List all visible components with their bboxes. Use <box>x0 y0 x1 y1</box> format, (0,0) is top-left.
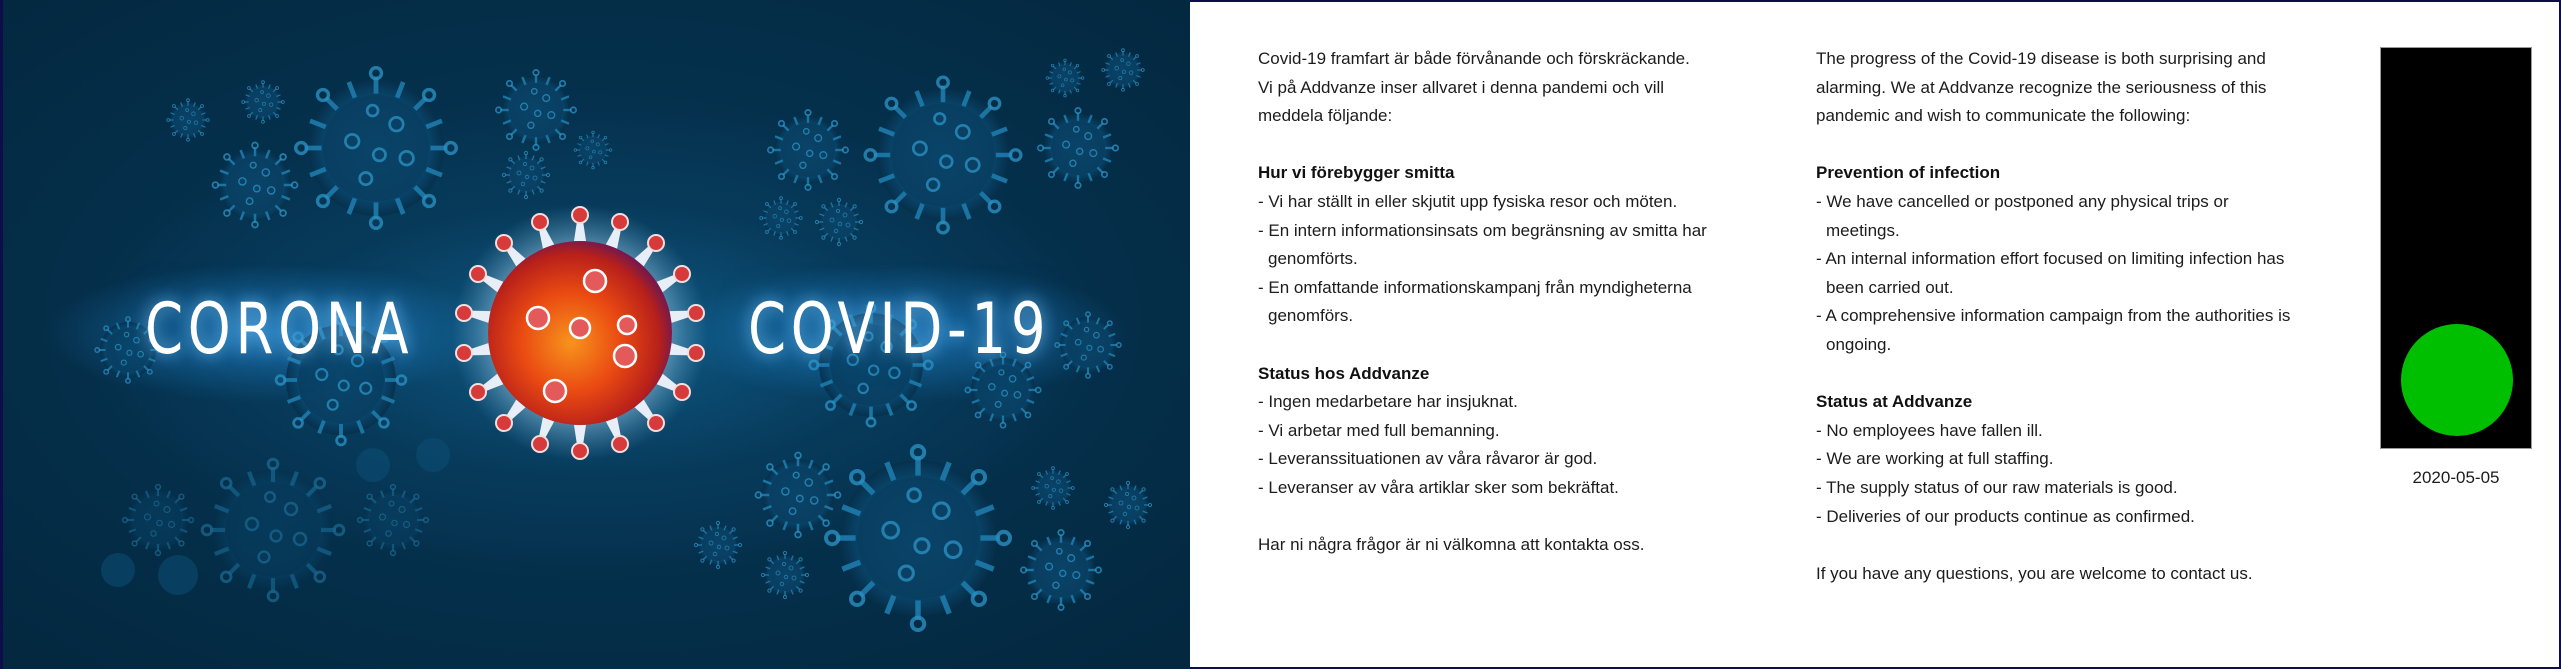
status-item: - No employees have fallen ill. <box>1816 420 2043 440</box>
status-heading: Status hos Addvanze <box>1258 363 1430 383</box>
prevention-item: - We have cancelled or postponed any physical trips or meetings. <box>1816 191 2229 240</box>
intro-line: meddela följande: <box>1258 106 1393 126</box>
intro-line: The progress of the Covid-19 disease is both surprising and <box>1816 49 2266 68</box>
intro-line: Vi på Addvanze inser allvaret i denna pandemi och vill <box>1258 77 1665 97</box>
prevention-item: - En intern informationsinsats om begränsning av smitta har genomförts. <box>1258 220 1707 269</box>
prevention-item: - Vi har ställt in eller skjutit upp fysiska resor och möten. <box>1258 191 1678 211</box>
status-item: - We are working at full staffing. <box>1816 449 2054 469</box>
green-light-icon <box>2401 324 2513 436</box>
intro-line: Covid-19 framfart är både förvånande och förskräckande. <box>1258 49 1690 68</box>
prevention-item: - En omfattande informationskampanj från myndigheterna genomförs. <box>1258 277 1692 326</box>
english-column <box>1816 45 2336 588</box>
closing-text: If you have any questions, you are welcome to contact us. <box>1816 563 2253 583</box>
status-heading: Status at Addvanze <box>1816 392 1973 412</box>
swedish-column <box>1258 45 1768 560</box>
status-item: - Deliveries of our products continue as confirmed. <box>1816 506 2195 526</box>
prevention-heading: Hur vi förebygger smitta <box>1258 163 1455 183</box>
intro-line: alarming. We at Addvanze recognize the seriousness of this <box>1816 77 2267 97</box>
corona-title: CORONA <box>145 288 414 370</box>
prevention-heading: Prevention of infection <box>1816 163 2001 183</box>
prevention-item: - An internal information effort focused on limiting infection has been carried out. <box>1816 249 2285 297</box>
announcement-content <box>1190 0 2558 667</box>
status-item: - The supply status of our raw materials is good. <box>1816 477 2178 497</box>
status-date: 2020-05-05 <box>2412 468 2500 487</box>
prevention-item: - A comprehensive information campaign from the authorities is ongoing. <box>1816 306 2291 354</box>
corona-banner-image <box>3 0 1190 669</box>
status-item: - Ingen medarbetare har insjuknat. <box>1258 392 1518 412</box>
covid19-title: COVID-19 <box>748 288 1051 370</box>
closing-text: Har ni några frågor är ni välkomna att kontakta oss. <box>1258 535 1645 555</box>
central-virus-icon <box>452 205 708 461</box>
status-item: - Leveranser av våra artiklar sker som bekräftat. <box>1258 477 1619 497</box>
status-traffic-light <box>2381 48 2531 448</box>
intro-line: pandemic and wish to communicate the following: <box>1816 106 2191 126</box>
status-item: - Leveranssituationen av våra råvaror är god. <box>1258 449 1598 469</box>
status-item: - Vi arbetar med full bemanning. <box>1258 420 1500 440</box>
